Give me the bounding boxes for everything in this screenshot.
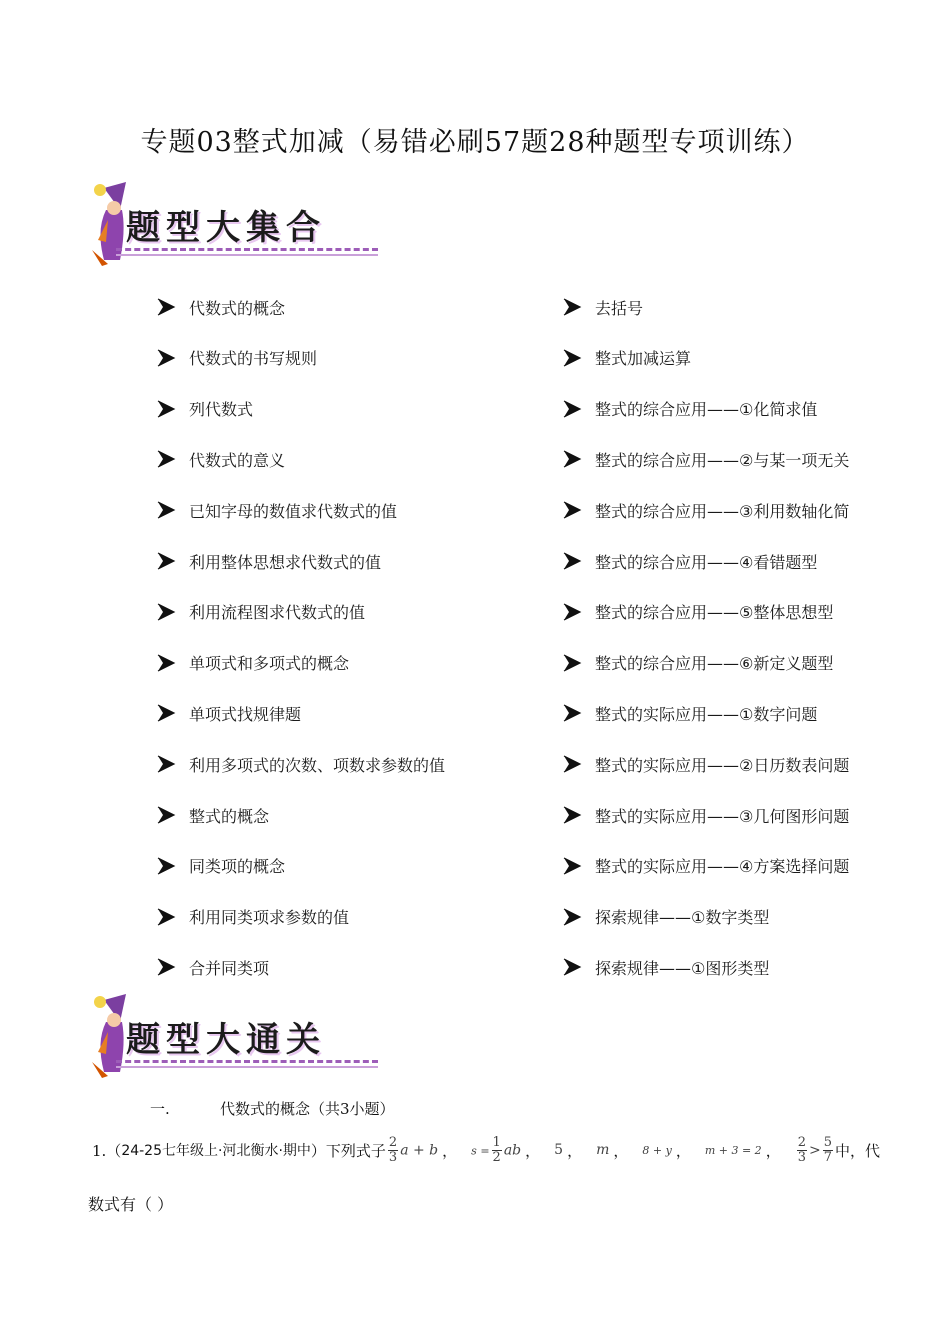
banner-underline [116,1066,378,1068]
expression-7 [795,1136,835,1165]
topic-list-item [156,851,285,881]
arrow-bullet-icon [156,805,176,825]
question-source: 24-25七年级上·河北衡水·期中 [121,1143,311,1159]
section-banner-question-types [86,180,366,270]
topic-label: 整式的综合应用——②与某一项无关 [595,450,850,470]
topic-list-item [562,902,769,932]
topic-label: 整式的综合应用——⑥新定义题型 [595,654,834,674]
topic-label: 同类项的概念 [189,857,286,877]
expression-1 [386,1136,438,1165]
topic-label: 整式加减运算 [595,349,692,369]
arrow-bullet-icon [156,297,176,317]
topic-label: 利用整体思想求代数式的值 [189,552,382,572]
question-lead: ）下列式子 [310,1141,386,1160]
topic-label: 整式的实际应用——④方案选择问题 [595,857,850,877]
topic-list-item [156,394,253,424]
section-heading [150,1098,395,1119]
topic-label: 整式的综合应用——④看错题型 [595,552,818,572]
topic-label: 利用多项式的次数、项数求参数的值 [189,755,446,775]
question-tail: 中，代 [835,1141,881,1160]
expression-4: m [596,1142,610,1158]
topic-label: 利用同类项求参数的值 [189,908,350,928]
arrow-bullet-icon [562,754,582,774]
page-title: 专题03整式加减（易错必刷57题28种题型专项训练） [140,127,810,158]
topic-label: 代数式的书写规则 [189,349,318,369]
topic-list-item [562,546,817,576]
topic-list-item [562,851,849,881]
topic-list-item [156,648,349,678]
arrow-bullet-icon [562,297,582,317]
topic-label: 代数式的意义 [189,450,286,470]
separator: ， [567,1141,583,1160]
topic-label: 整式的综合应用——③利用数轴化简 [595,501,850,521]
topic-list-item [156,444,285,474]
arrow-bullet-icon [562,348,582,368]
expression-rest: a + b [400,1142,439,1158]
topic-list-item [156,546,381,576]
fraction-denominator: 3 [797,1149,806,1165]
fraction-numerator: 2 [797,1134,806,1150]
arrow-bullet-icon [562,856,582,876]
topic-label: 整式的实际应用——②日历数表问题 [595,755,850,775]
topic-list-item [156,698,301,728]
arrow-bullet-icon [156,602,176,622]
arrow-bullet-icon [562,703,582,723]
topic-label: 合并同类项 [189,958,270,978]
topic-list-item [562,444,849,474]
banner-title: 题型大集合 [126,208,326,248]
separator: ， [613,1141,629,1160]
arrow-bullet-icon [156,399,176,419]
arrow-bullet-icon [156,500,176,520]
arrow-bullet-icon [562,653,582,673]
question-1 [88,1128,881,1214]
topic-list-item [562,749,849,779]
expression-5: 8 + y [642,1143,672,1157]
fraction-denominator: 2 [492,1149,501,1165]
topic-label: 整式的实际应用——③几何图形问题 [595,806,850,826]
topic-list-item [156,749,445,779]
topic-label: 去括号 [595,298,644,318]
arrow-bullet-icon [562,957,582,977]
expression-6: m + 3 = 2 [704,1143,762,1157]
topic-list-item [156,597,365,627]
arrow-bullet-icon [562,500,582,520]
expression-left: s = [471,1144,490,1157]
arrow-bullet-icon [156,551,176,571]
arrow-bullet-icon [562,551,582,571]
fraction-denominator: 3 [388,1149,398,1165]
separator: ， [675,1141,691,1160]
arrow-bullet-icon [156,348,176,368]
section-number: 一. [150,1100,170,1118]
section-banner-practice [86,992,366,1082]
topic-label: 探索规律——①数字类型 [595,908,770,928]
arrow-bullet-icon [156,703,176,723]
banner-underline [116,254,378,256]
arrow-bullet-icon [156,856,176,876]
section-title: 代数式的概念（共3小题） [220,1100,395,1118]
topic-label: 单项式和多项式的概念 [189,654,350,674]
topic-label: 列代数式 [189,400,254,420]
arrow-bullet-icon [156,449,176,469]
topic-list-item [562,800,849,830]
fraction-denominator: 7 [823,1149,832,1165]
topic-list-item [562,698,817,728]
topic-list-item [562,343,691,373]
question-prefix: 1.（ [92,1141,122,1160]
topic-list-item [156,800,269,830]
topic-list-item [562,495,849,525]
comparison-operator: > [808,1142,821,1158]
expression-3: 5 [554,1142,564,1158]
arrow-bullet-icon [562,449,582,469]
fraction-numerator: 1 [492,1134,501,1150]
topic-list-item [156,343,317,373]
topic-list-item [156,292,285,322]
arrow-bullet-icon [562,399,582,419]
topic-list-item [156,495,397,525]
topic-list-item [562,597,833,627]
topic-label: 已知字母的数值求代数式的值 [189,501,398,521]
banner-title: 题型大通关 [126,1020,326,1060]
fraction-numerator: 2 [388,1134,398,1150]
arrow-bullet-icon [156,957,176,977]
topic-list-item [156,952,269,982]
topic-label: 探索规律——①图形类型 [595,958,770,978]
topic-label: 整式的综合应用——①化简求值 [595,400,818,420]
arrow-bullet-icon [156,907,176,927]
topic-list-item [562,648,833,678]
question-1-line-1 [92,1128,881,1172]
arrow-bullet-icon [562,602,582,622]
separator: ， [525,1141,541,1160]
fraction-numerator: 5 [823,1134,832,1150]
separator: ， [442,1141,458,1160]
arrow-bullet-icon [562,907,582,927]
topic-label: 代数式的概念 [189,298,286,318]
arrow-bullet-icon [562,805,582,825]
topic-list-item [156,902,349,932]
topic-label: 利用流程图求代数式的值 [189,603,366,623]
expression-2 [471,1136,521,1165]
question-1-line-2: 数式有（ ） [88,1195,174,1214]
arrow-bullet-icon [156,653,176,673]
expression-rest: ab [503,1142,522,1158]
topic-list-item [562,394,817,424]
topic-label: 单项式找规律题 [189,704,302,724]
arrow-bullet-icon [156,754,176,774]
separator: ， [765,1141,781,1160]
topic-label: 整式的实际应用——①数字问题 [595,704,818,724]
topic-list-item [562,292,643,322]
topic-label: 整式的综合应用——⑤整体思想型 [595,603,834,623]
topic-list-item [562,952,769,982]
topic-label: 整式的概念 [189,806,270,826]
